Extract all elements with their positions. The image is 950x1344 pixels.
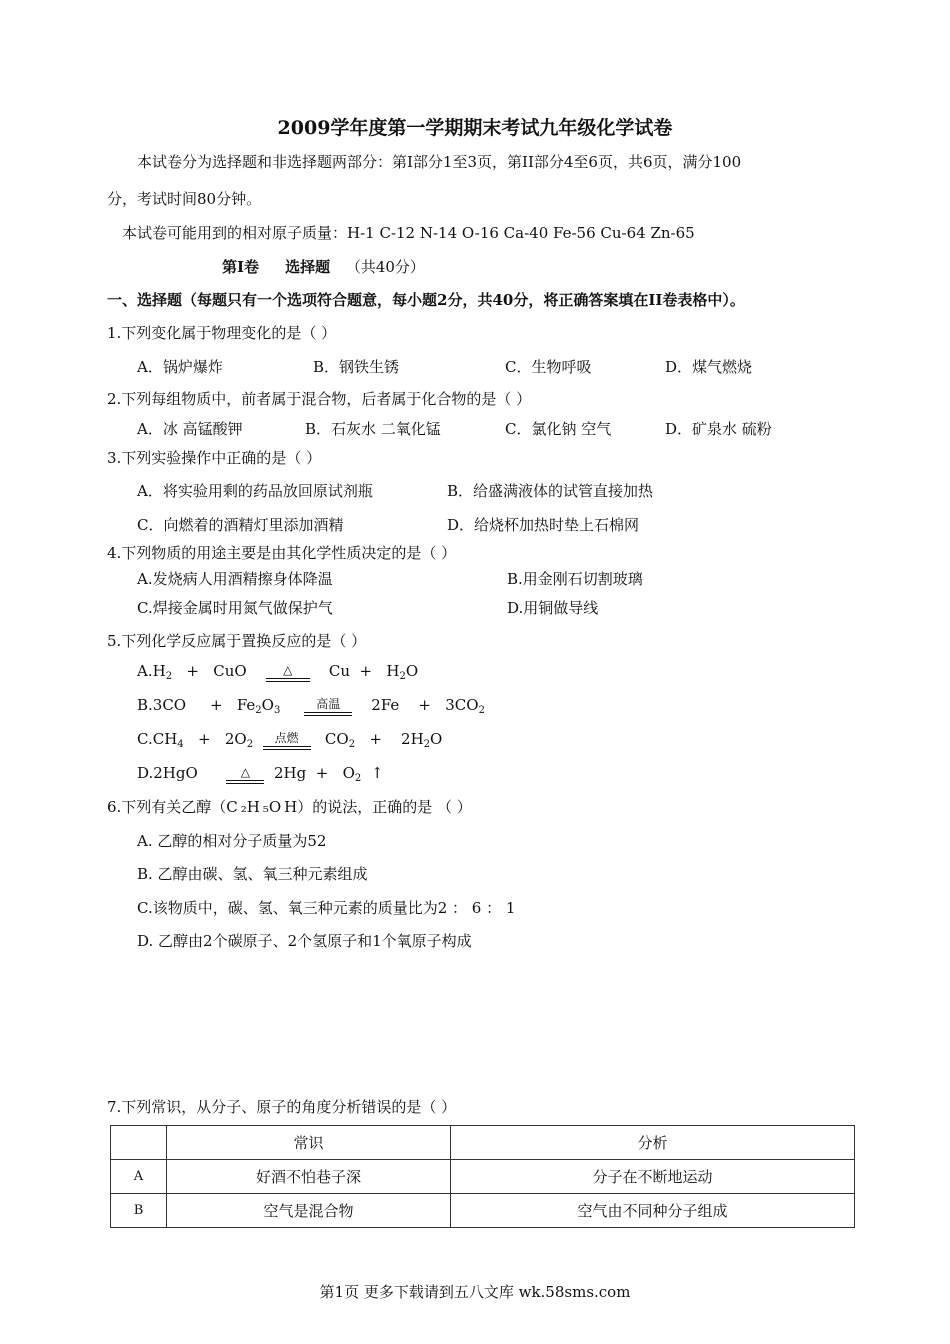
table-header-cell: 常识 [167,1126,451,1160]
q2-option-b: B．石灰水 二氧化锰 [305,420,441,438]
q3-option-d: D．给烧杯加热时垫上石棉网 [447,516,640,534]
q6-option-b: B. 乙醇由碳、氢、氧三种元素组成 [137,865,368,883]
q4-option-d: D.用铜做导线 [507,599,599,617]
high-temp-condition-sign: 高温 [304,697,352,716]
section-heading: 一、选择题（每题只有一个选项符合题意，每小题2分，共40分，将正确答案填在II卷表格中）。 [107,291,745,309]
q1-option-a: A．锅炉爆炸 [137,358,223,376]
part-name: 选择题 [285,258,331,276]
q4-option-b: B.用金刚石切割玻璃 [507,570,643,588]
q6-stem: 6.下列有关乙醇（C ₂H ₅O H）的说法，正确的是 （ ） [107,798,472,816]
q3-option-a: A．将实验用剩的药品放回原试剂瓶 [137,482,373,500]
q6-option-c: C.该物质中，碳、氢、氧三种元素的质量比为2 ： 6 ： 1 [137,899,516,917]
q1-option-b: B．钢铁生锈 [313,358,400,376]
gas-arrow-icon: ↑ [370,764,384,782]
q1-option-c: C．生物呼吸 [505,358,592,376]
heat-condition-sign: △ [266,663,310,682]
q6-option-d: D. 乙醇由2个碳原子、2个氢原子和1个氧原子构成 [137,932,472,950]
table-cell: 分子在不断地运动 [451,1160,855,1194]
q2-option-d: D．矿泉水 硫粉 [665,420,772,438]
q2-option-a: A．冰 高锰酸钾 [137,420,243,438]
q6-option-a: A. 乙醇的相对分子质量为52 [137,832,327,850]
heat-condition-sign: △ [226,765,264,784]
intro-line-2: 分，考试时间80分钟。 [107,190,262,208]
q4-option-a: A.发烧病人用酒精擦身体降温 [137,570,333,588]
table-header-row [111,1126,855,1160]
page-footer: 第1页 更多下载请到五八文库 wk.58sms.com [319,1283,631,1301]
page-title: 2009学年度第一学期期末考试九年级化学试卷 [277,117,673,139]
q3-option-c: C．向燃着的酒精灯里添加酒精 [137,516,344,534]
table-row [111,1194,855,1228]
part-number: 第I卷 [222,258,260,276]
q2-option-c: C．氯化钠 空气 [505,420,612,438]
table-cell: 空气是混合物 [167,1194,451,1228]
q5-stem: 5.下列化学反应属于置换反应的是（ ） [107,632,367,650]
q7-stem: 7.下列常识，从分子、原子的角度分析错误的是（ ） [107,1098,457,1116]
table-row [111,1160,855,1194]
q5-option-b: B.3CO + $Fe_2O_3$ 高温 2Fe + $3CO_2$ [137,696,485,716]
table-cell: A [111,1160,167,1194]
q5-option-d: D.2HgO △ $2Hg + O_2$ ↑ [137,764,384,784]
q2-stem: 2.下列每组物质中，前者属于混合物，后者属于化合物的是（ ） [107,390,532,408]
q5-option-c: $C.CH_4 + 2O_2$ 点燃 $CO_2$ + $2H_2O$ [137,730,443,750]
part-label [222,256,425,277]
part-score: （共40分） [345,258,425,276]
table-cell: 好酒不怕巷子深 [167,1160,451,1194]
intro-line-1: 本试卷分为选择题和非选择题两部分：第I部分1至3页，第II部分4至6页，共6页，满分100 [137,153,742,171]
q4-stem: 4.下列物质的用途主要是由其化学性质决定的是（ ） [107,544,457,562]
q3-option-b: B．给盛满液体的试管直接加热 [447,482,654,500]
q1-option-d: D．煤气燃烧 [665,358,753,376]
atomic-mass-line: 本试卷可能用到的相对原子质量：H-1 C-12 N-14 O-16 Ca-40 Fe-56 Cu-64 Zn-65 [122,224,695,242]
table-cell: B [111,1194,167,1228]
q5-option-a: $A.H_2$ + CuO △ $Cu + H_2O$ [137,662,419,682]
table-cell: 空气由不同种分子组成 [451,1194,855,1228]
q4-option-c: C.焊接金属时用氮气做保护气 [137,599,333,617]
q7-table [110,1125,855,1228]
ignite-condition-sign: 点燃 [263,731,311,750]
q1-stem: 1.下列变化属于物理变化的是（ ） [107,324,337,342]
table-header-cell [111,1126,167,1160]
table-header-cell: 分析 [451,1126,855,1160]
q3-stem: 3.下列实验操作中正确的是（ ） [107,449,322,467]
